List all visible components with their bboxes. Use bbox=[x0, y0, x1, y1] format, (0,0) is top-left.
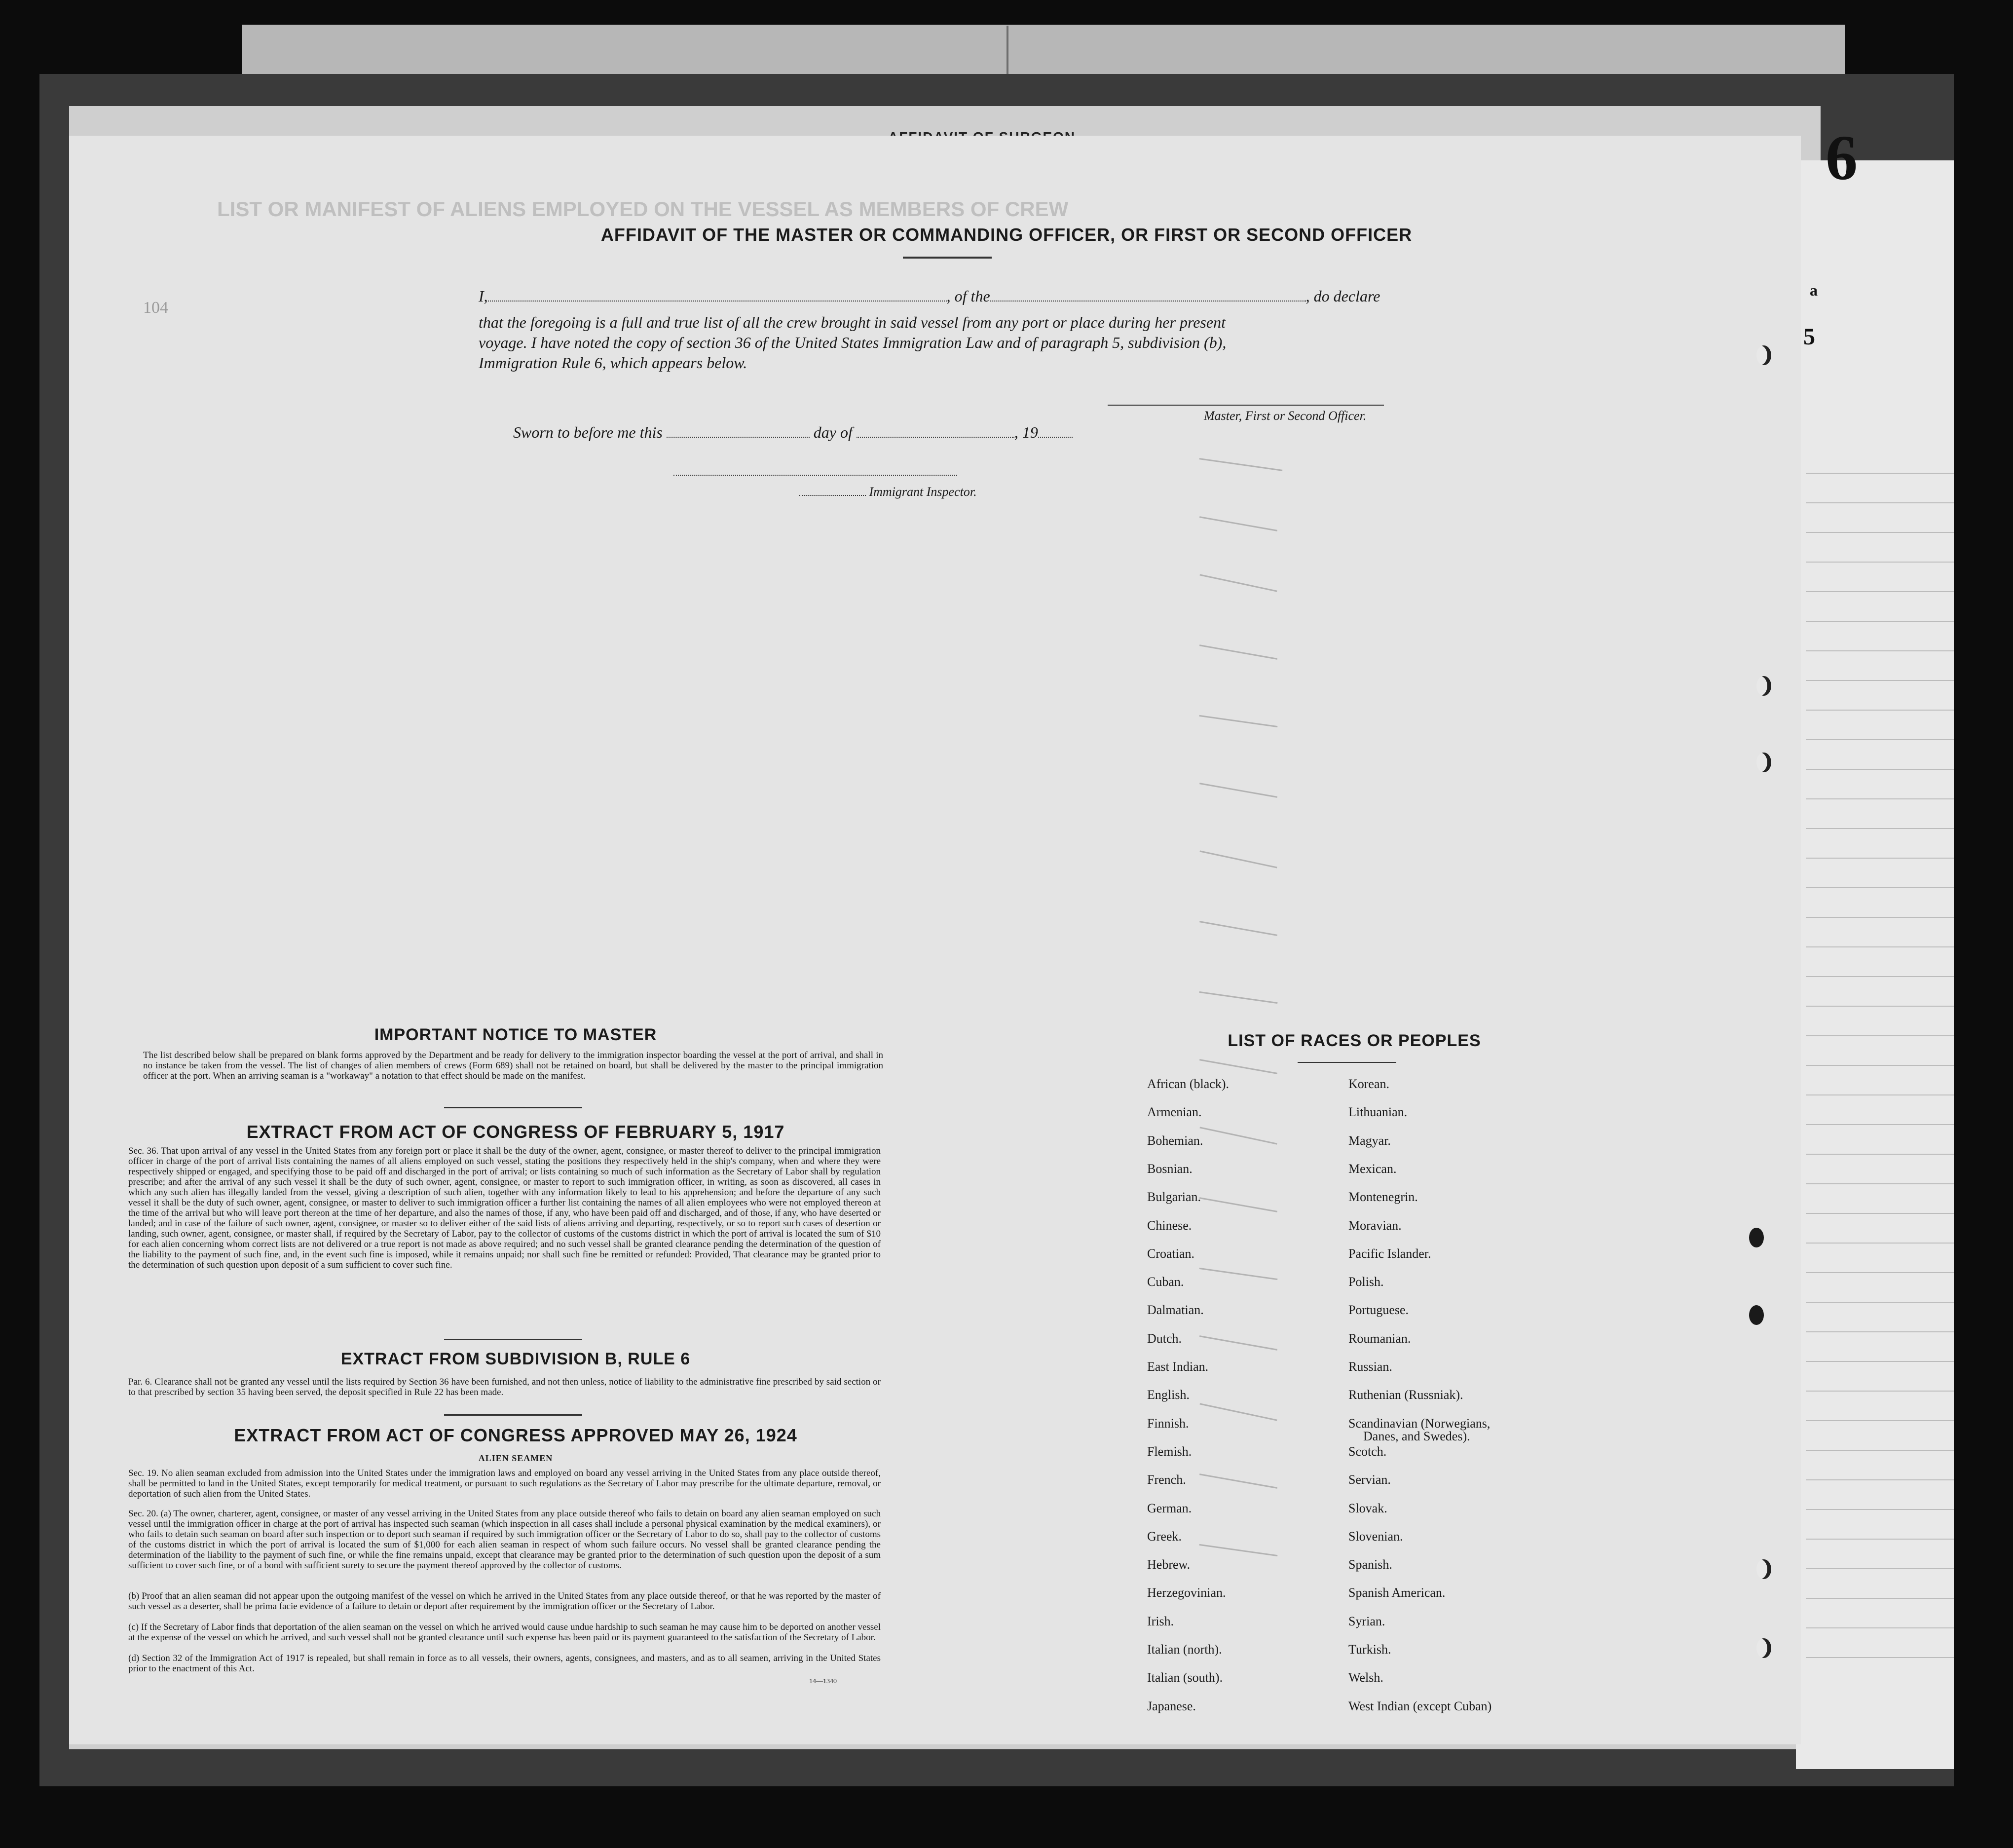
extract-rule6-rule bbox=[444, 1414, 582, 1416]
race-item: Croatian. bbox=[1147, 1246, 1195, 1261]
stamp-number: 104 bbox=[143, 299, 168, 317]
form-number: 14—1340 bbox=[809, 1678, 837, 1685]
sheet-number: 6 bbox=[1826, 122, 1858, 193]
race-item: Magyar. bbox=[1348, 1133, 1391, 1148]
sworn-day-of: day of bbox=[813, 423, 853, 441]
extract-1924-sec20b: (b) Proof that an alien seaman did not appear upon the outgoing manifest of the vessel on which he arrived in the United States from any place outside thereof, or that he was reported by the master of such vessel as a deserter, shall be prima facie evidence of a failure to detain or deport after requirement by the immigration officer or the Secretary of Labor. bbox=[128, 1591, 881, 1612]
alien-seamen-subheading: ALIEN SEAMEN bbox=[478, 1453, 553, 1463]
binder-hole bbox=[1756, 676, 1771, 696]
binder-hole bbox=[1756, 1638, 1771, 1658]
extract-1917-heading: EXTRACT FROM ACT OF CONGRESS OF FEBRUARY 5, 1917 bbox=[246, 1122, 785, 1142]
right-letter-a: a bbox=[1810, 281, 1818, 299]
races-heading: LIST OF RACES OR PEOPLES bbox=[1228, 1031, 1481, 1050]
master-signature-line[interactable] bbox=[1108, 405, 1384, 406]
race-item: Bulgarian. bbox=[1147, 1190, 1201, 1205]
race-item: Hebrew. bbox=[1147, 1557, 1191, 1572]
do-declare-label: , do declare bbox=[1305, 287, 1380, 305]
race-item: English. bbox=[1147, 1388, 1190, 1402]
race-item: Greek. bbox=[1147, 1529, 1182, 1544]
bleed-through-title: LIST OR MANIFEST OF ALIENS EMPLOYED ON THE VESSEL AS MEMBERS OF CREW bbox=[217, 197, 1069, 221]
notice-text: The list described below shall be prepared on blank forms approved by the Department and be ready for delivery to the immigration inspector boarding the vessel at the port of arrival, and shall in no instance be taken from the vessel. The list of changes of alien members of crews (Form 689) shall not be retained on board, but shall be delivered by the master to the principal immigration officer at the port. When an arriving seaman is a "workaway" a notation to that effect should be made on the manifest. bbox=[143, 1050, 883, 1081]
vessel-blank[interactable] bbox=[990, 298, 1306, 302]
binder-hole bbox=[1749, 1228, 1764, 1247]
extract-1924-sec20a: Sec. 20. (a) The owner, charterer, agent, consignee, or master of any vessel arriving in the United States from any place outside thereof who fails to detain on board any alien seaman employed on such vessel until the immigration officer in charge at the port of arrival has inspected such seaman (which inspection in all cases shall include a personal physical examination by the medical examiners), or who fails to detain such seaman on board after such inspection or to deport such seaman if required by such immigration officer or the Secretary of Labor to do so, shall pay to the collector of customs of the customs district in which the port of arrival is located the sum of $1,000 for each alien seaman in respect of whom such failure occurs. No vessel shall be granted clearance pending the determination of the liability to the payment of such fine, or while the fine remains unpaid, except that clearance may be granted prior to the determination of such question upon the deposit of a sum sufficient to cover such fine, or of a bond with sufficient surety to secure the payment thereof approved by the collector of customs. bbox=[128, 1509, 881, 1571]
sworn-line bbox=[513, 423, 1073, 442]
inspector-dots bbox=[799, 492, 866, 496]
race-item: Portuguese. bbox=[1348, 1303, 1409, 1318]
races-heading-rule bbox=[1298, 1062, 1396, 1063]
binder-hole bbox=[1756, 1559, 1771, 1579]
sworn-day-blank[interactable] bbox=[667, 434, 810, 438]
race-item: Japanese. bbox=[1147, 1698, 1196, 1713]
race-item: Cuban. bbox=[1147, 1275, 1184, 1289]
extract-rule6-heading: EXTRACT FROM SUBDIVISION B, RULE 6 bbox=[340, 1350, 691, 1368]
binder-hole bbox=[1756, 753, 1771, 772]
sworn-year-blank[interactable] bbox=[1038, 434, 1073, 438]
race-item: Finnish. bbox=[1147, 1416, 1189, 1431]
master-signature-label: Master, First or Second Officer. bbox=[1204, 409, 1367, 423]
race-item: Bohemian. bbox=[1147, 1133, 1203, 1148]
i-label: I, bbox=[479, 287, 488, 305]
inspector-label: Immigrant Inspector. bbox=[869, 485, 977, 499]
declaration-line-2: that the foregoing is a full and true list of all the crew brought in said vessel from any port or place during her present bbox=[479, 313, 1226, 331]
race-item: Bosnian. bbox=[1147, 1161, 1193, 1176]
extract-1924-sec19: Sec. 19. No alien seaman excluded from admission into the United States under the immigration laws and employed on board any vessel arriving in the United States from any place outside thereof, shall be permitted to land in the United States, except temporarily for medical treatment, or pursuant to such regulations as the Secretary of Labor may prescribe for the ultimate departure, removal, or deportation of such alien from the United States. bbox=[128, 1468, 881, 1499]
affidavit-title: AFFIDAVIT OF THE MASTER OR COMMANDING OFFICER, OR FIRST OR SECOND OFFICER bbox=[600, 225, 1413, 245]
race-item: Lithuanian. bbox=[1348, 1105, 1408, 1120]
race-item: Servian. bbox=[1348, 1472, 1391, 1487]
extract-rule6-text: Par. 6. Clearance shall not be granted any vessel until the lists required by Section 36 have been furnished, and not then unless, notice of liability to the administrative fine prescribed by said section or to that prescribed by section 35 having been served, the deposit specified in Rule 22 has been made. bbox=[128, 1377, 881, 1397]
extract-1924-sec20d: (d) Section 32 of the Immigration Act of 1917 is repealed, but shall remain in force as to all vessels, their owners, agents, consignees, and masters, and as to all seamen, arriving in the United States prior to the enactment of this Act. bbox=[128, 1653, 881, 1674]
race-item: Polish. bbox=[1348, 1275, 1384, 1289]
right-digit: 5 bbox=[1803, 324, 1815, 350]
sworn-prefix: Sworn to before me this bbox=[513, 423, 663, 441]
notice-heading: IMPORTANT NOTICE TO MASTER bbox=[374, 1025, 657, 1044]
inspector-signature-line[interactable] bbox=[673, 475, 957, 476]
race-item: Moravian. bbox=[1348, 1218, 1402, 1233]
extract-1924-heading: EXTRACT FROM ACT OF CONGRESS APPROVED MAY 26, 1924 bbox=[234, 1425, 797, 1445]
race-item: Herzegovinian. bbox=[1147, 1585, 1226, 1600]
declaration-line-4: Immigration Rule 6, which appears below. bbox=[479, 354, 747, 372]
race-item: Scandinavian (Norwegians, bbox=[1348, 1416, 1491, 1431]
race-item: Korean. bbox=[1348, 1077, 1390, 1091]
race-item: Chinese. bbox=[1147, 1218, 1192, 1233]
race-item: Spanish. bbox=[1348, 1557, 1392, 1572]
declaration-line-1 bbox=[479, 287, 1431, 305]
race-item: Armenian. bbox=[1147, 1105, 1202, 1120]
binder-hole bbox=[1756, 345, 1771, 365]
sworn-month-blank[interactable] bbox=[857, 434, 1014, 438]
race-item: Slovenian. bbox=[1348, 1529, 1403, 1544]
declaration-line-3: voyage. I have noted the copy of section 36 of the United States Immigration Law and of paragraph 5, subdivision (b), bbox=[479, 334, 1227, 351]
race-item: Roumanian. bbox=[1348, 1331, 1411, 1346]
race-item: Turkish. bbox=[1348, 1642, 1391, 1657]
race-item: Montenegrin. bbox=[1348, 1190, 1418, 1205]
of-the-label: , of the bbox=[946, 287, 990, 305]
main-form-page bbox=[69, 136, 1801, 1744]
extract-1917-rule bbox=[444, 1339, 582, 1340]
race-item: Mexican. bbox=[1348, 1161, 1397, 1176]
ruled-lines-right bbox=[1806, 444, 1954, 1678]
race-item: Flemish. bbox=[1147, 1444, 1192, 1459]
sworn-year: , 19 bbox=[1014, 423, 1038, 441]
race-item: Italian (south). bbox=[1147, 1670, 1223, 1685]
extract-1917-text: Sec. 36. That upon arrival of any vessel in the United States from any foreign port or place it shall be the duty of the owner, agent, consignee, or master thereof to deliver to the principal immigration officer in charge of the port of arrival lists containing the names of all aliens employed on such vessel, stating the positions they respectively held in the ship's company, when and where they were respectively shipped or engaged, and specifying those to be paid off and discharged in the port of arrival; or lists containing so much of such information as the Secretary of Labor shall by regulation prescribe; and after the arrival of any such vessel it shall be the duty of such owner, agent, consignee, or master to report to such immigration officer, in writing, as soon as discovered, all cases in which any such alien has illegally landed from the vessel, giving a description of such alien, together with any information likely to lead to his apprehension; and before the departure of any such vessel it shall be the duty of such owner, agent, consignee, or master to deliver to such immigration officer a further list containing the names of all alien employees who were not employed thereon at the time of the arrival but who will leave port thereon at the time of her departure, and also the names of those, if any, who have been paid off and discharged, and of those, if any, who have deserted or landed; and in case of the failure of such owner, agent, consignee, or master so to deliver either of the said lists of aliens arriving and departing, respectively, or so to report such cases of desertion or landing, such owner, agent, consignee, or master shall, if required by the Secretary of Labor, pay to the collector of customs of the customs district in which the port of arrival is located the sum of $10 for each alien concerning whom correct lists are not delivered or a true report is not made as above required; and no such vessel shall be granted clearance pending the determination of the question of the liability to the payment of such fine, and, in the event such fine is imposed, while it remains unpaid; nor shall such fine be remitted or refunded: Provided, That clearance may be granted prior to the determination of such question upon deposit of a sum sufficient to cover such fine. bbox=[128, 1146, 881, 1270]
title-underline bbox=[903, 257, 992, 259]
race-item: Spanish American. bbox=[1348, 1585, 1446, 1600]
race-item: East Indian. bbox=[1147, 1359, 1209, 1374]
race-item: French. bbox=[1147, 1472, 1186, 1487]
race-item: Pacific Islander. bbox=[1348, 1246, 1431, 1261]
notice-rule bbox=[444, 1107, 582, 1108]
race-item: Russian. bbox=[1348, 1359, 1392, 1374]
inspector-label-wrap bbox=[799, 485, 977, 499]
race-item: West Indian (except Cuban) bbox=[1348, 1698, 1492, 1713]
race-item: Syrian. bbox=[1348, 1614, 1385, 1628]
binder-hole bbox=[1749, 1305, 1764, 1325]
extract-1924-sec20c: (c) If the Secretary of Labor finds that deportation of the alien seaman on the vessel on which he arrived would cause undue hardship to such seaman he may cause him to be deported on another vessel at the expense of the vessel on which he arrived, and such vessel shall not be granted clearance until such expense has been paid or its payment guaranteed to the satisfaction of the Secretary of Labor. bbox=[128, 1622, 881, 1643]
name-blank[interactable] bbox=[488, 298, 947, 302]
race-item: Ruthenian (Russniak). bbox=[1348, 1388, 1463, 1402]
race-item: African (black). bbox=[1147, 1077, 1230, 1091]
race-item: Scotch. bbox=[1348, 1444, 1387, 1459]
race-item: Welsh. bbox=[1348, 1670, 1383, 1685]
race-item: Dalmatian. bbox=[1147, 1303, 1204, 1318]
race-item: Dutch. bbox=[1147, 1331, 1182, 1346]
race-item: Irish. bbox=[1147, 1614, 1174, 1628]
race-item: Italian (north). bbox=[1147, 1642, 1222, 1657]
race-item: German. bbox=[1147, 1501, 1192, 1515]
race-item-continuation: Danes, and Swedes). bbox=[1363, 1429, 1470, 1443]
race-item: Slovak. bbox=[1348, 1501, 1387, 1515]
